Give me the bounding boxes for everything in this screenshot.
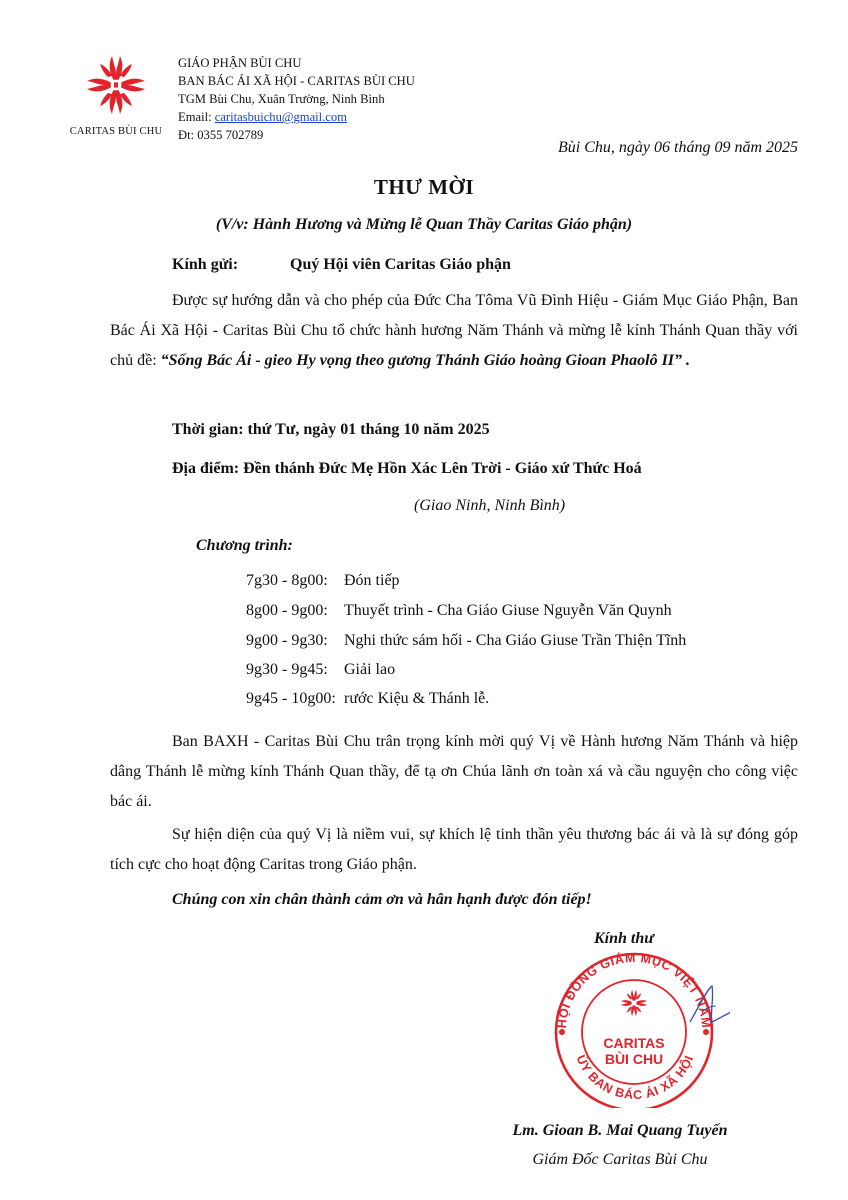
program-item-activity: Thuyết trình - Cha Giáo Giuse Nguyễn Văn Quynh [344, 602, 672, 619]
event-theme: “Sống Bác Ái - gieo Hy vọng theo gương Thánh Giáo hoàng Gioan Phaolô II” . [160, 352, 691, 369]
logo-caption: CARITAS BÙI CHU [69, 126, 163, 137]
event-time: Thời gian: thứ Tư, ngày 01 tháng 10 năm 2025 [172, 421, 490, 438]
caritas-logo [58, 52, 174, 137]
organization-header [178, 54, 415, 144]
stamp-top-text: HỘI ĐỒNG GIÁM MỤC VIỆT NAM [554, 950, 714, 1029]
signer-role: Giám Đốc Caritas Bùi Chu [532, 1151, 708, 1168]
place-date: Bùi Chu, ngày 06 tháng 09 năm 2025 [558, 139, 798, 156]
org-address: TGM Bùi Chu, Xuân Trường, Ninh Bình [178, 92, 385, 106]
caritas-cross-flame-icon [83, 52, 149, 118]
email-label: Email: [178, 110, 215, 124]
stamp-bottom-text: ỦY BAN BÁC ÁI XÃ HỘI [573, 1052, 697, 1103]
program-item [246, 602, 672, 620]
stamp-center-line2: BÙI CHU [604, 1051, 664, 1067]
program-item-time: 7g30 - 8g00: [246, 572, 328, 589]
org-diocese: GIÁO PHẬN BÙI CHU [178, 56, 302, 70]
program-item-time: 9g00 - 9g30: [246, 632, 328, 649]
program-item-time: 9g45 - 10g00: [246, 690, 336, 707]
document-subject: (V/v: Hành Hương và Mừng lễ Quan Thầy Caritas Giáo phận) [215, 216, 633, 233]
signoff: Kính thư [594, 930, 654, 947]
stamp-center-line1: CARITAS [603, 1035, 665, 1051]
program-heading: Chương trình: [196, 537, 293, 554]
org-phone: Đt: 0355 702789 [178, 128, 264, 142]
org-email-line [178, 108, 415, 126]
org-department: BAN BÁC ÁI XÃ HỘI - CARITAS BÙI CHU [178, 74, 415, 88]
official-stamp [540, 948, 730, 1108]
event-location-sub: (Giao Ninh, Ninh Bình) [414, 497, 566, 514]
event-location: Địa điểm: Đền thánh Đức Mẹ Hồn Xác Lên Trời - Giáo xứ Thức Hoá [172, 460, 642, 477]
intro-text: Được sự hướng dẫn và cho phép của Đức Cha Tôma Vũ Đình Hiệu - Giám Mục Giáo Phận, Ban Bác Ái Xã Hội - Caritas Bùi Chu tổ chức hành hương Năm Thánh và mừng lễ kính Thánh Quan thầy với chủ đề: [110, 292, 798, 369]
recipient-line [172, 256, 511, 274]
program-item-activity: Giải lao [344, 661, 396, 678]
svg-text:HỘI ĐỒNG GIÁM MỤC VIỆT NAM [555, 951, 713, 1029]
program-item-time: 9g30 - 9g45: [246, 661, 328, 678]
program-item-activity: Đón tiếp [344, 572, 400, 589]
program-item [246, 572, 400, 590]
recipient-value: Quý Hội viên Caritas Giáo phận [290, 256, 511, 273]
stamp-seal-icon [540, 948, 730, 1108]
recipient-label: Kính gửi: [172, 256, 239, 273]
program-item [246, 632, 686, 650]
program-item-activity: rước Kiệu & Thánh lễ. [344, 690, 490, 707]
signer-name: Lm. Gioan B. Mai Quang Tuyến [512, 1122, 728, 1139]
intro-paragraph [110, 286, 798, 376]
presence-paragraph: Sự hiện diện của quý Vị là niềm vui, sự khích lệ tinh thần yêu thương bác ái và là sự đóng góp tích cực cho hoạt động Caritas trong Giáo phận. [110, 826, 798, 873]
program-item-time: 8g00 - 9g00: [246, 602, 328, 619]
program-item [246, 690, 489, 708]
email-link[interactable]: caritasbuichu@gmail.com [214, 110, 347, 124]
closing-line: Chúng con xin chân thành cảm ơn và hân hạnh được đón tiếp! [172, 891, 592, 908]
document-title: THƯ MỜI [373, 175, 475, 199]
program-item [246, 661, 395, 679]
program-item-activity: Nghi thức sám hối - Cha Giáo Giuse Trần Thiện Tĩnh [344, 632, 687, 649]
invitation-paragraph: Ban BAXH - Caritas Bùi Chu trân trọng kính mời quý Vị về Hành hương Năm Thánh và hiệp dâng Thánh lễ mừng kính Thánh Quan thầy, để tạ ơn Chúa lãnh ơn toàn xá và cầu nguyện cho công việc bác ái. [110, 733, 798, 810]
